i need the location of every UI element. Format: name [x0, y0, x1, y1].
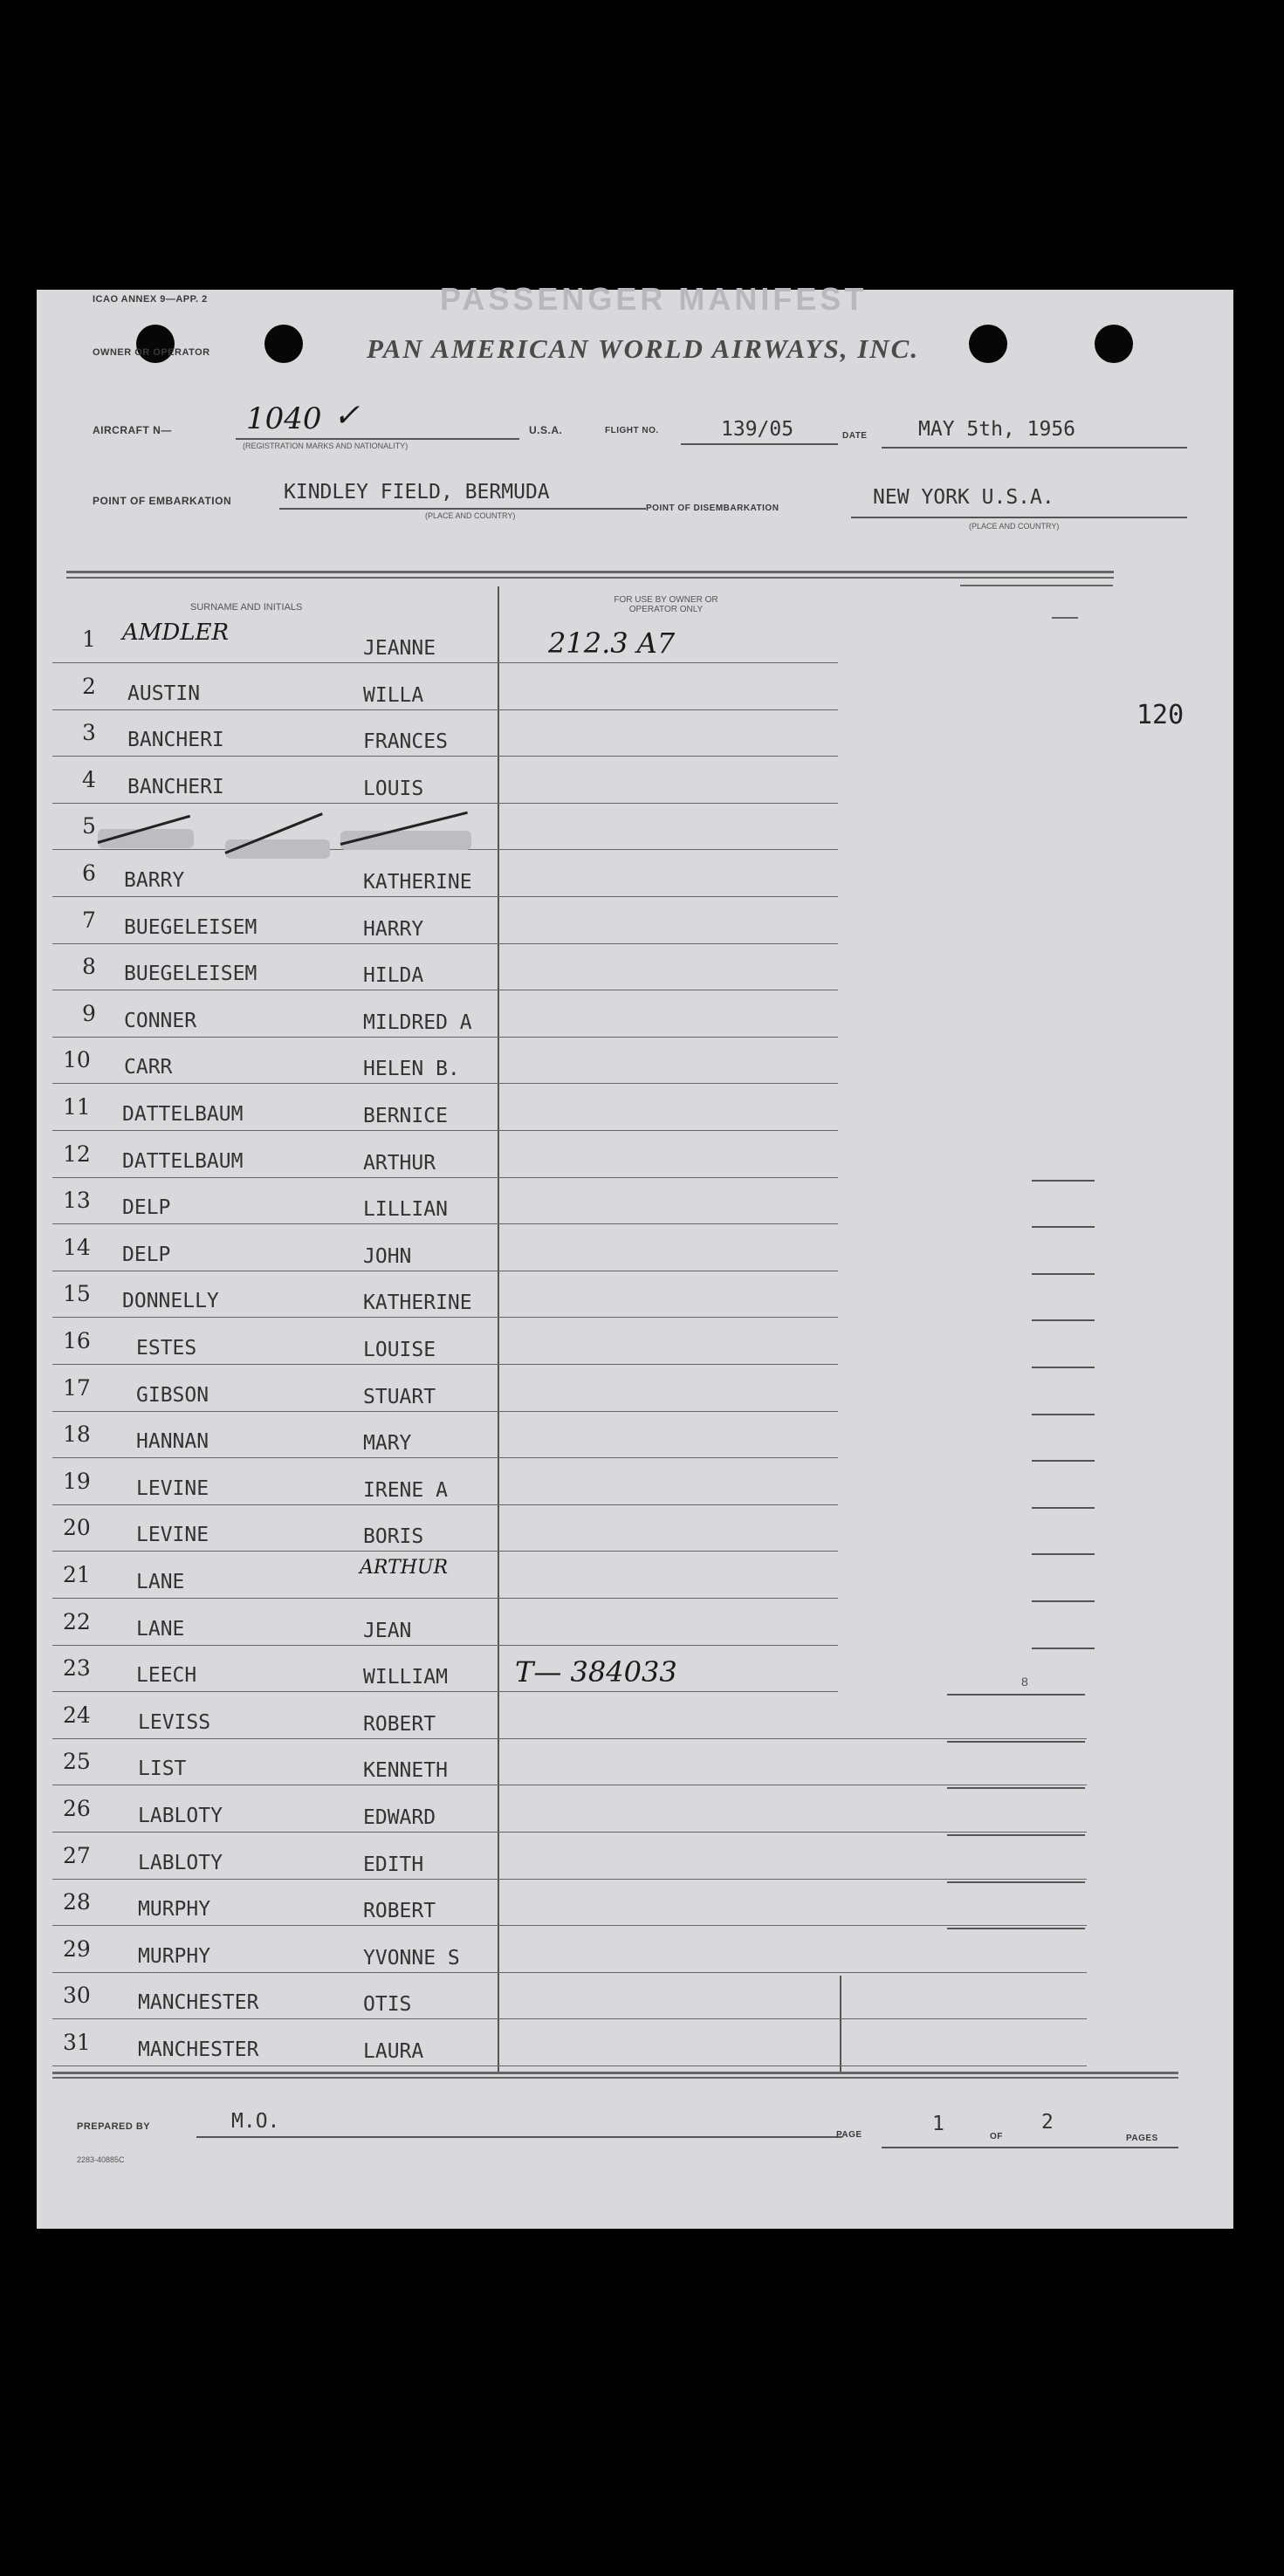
- form-id: ICAO ANNEX 9—APP. 2: [93, 294, 208, 305]
- given-name: JOHN: [363, 1245, 412, 1268]
- disembark-sublabel: (PLACE AND COUNTRY): [969, 522, 1060, 531]
- given-name: LOUISE: [363, 1339, 436, 1361]
- page-label: PAGE: [836, 2130, 862, 2140]
- owner-use-column-header: FOR USE BY OWNER OR OPERATOR ONLY: [614, 595, 718, 614]
- surname: AUSTIN: [127, 682, 201, 705]
- given-name: LAURA: [363, 2040, 424, 2063]
- given-name: IRENE A: [363, 1479, 448, 1502]
- surname: BANCHERI: [127, 729, 224, 751]
- form-number: 2283-40885C: [77, 2155, 125, 2164]
- surname: DONNELLY: [122, 1290, 219, 1312]
- aircraft-label: AIRCRAFT N—: [93, 424, 172, 436]
- prepared-label: PREPARED BY: [77, 2121, 151, 2132]
- row-number: 1: [82, 627, 96, 652]
- owner-note: 212.3 A7: [548, 627, 676, 660]
- surname: DELP: [122, 1243, 171, 1266]
- given-name: WILLIAM: [363, 1666, 448, 1689]
- row-number: 18: [63, 1422, 91, 1447]
- surname: LEVINE: [136, 1477, 209, 1500]
- surname: LEECH: [136, 1664, 197, 1687]
- surname: MURPHY: [138, 1945, 211, 1968]
- row-number: 11: [63, 1094, 91, 1120]
- embark-value: KINDLEY FIELD, BERMUDA: [284, 481, 550, 504]
- surname: HANNAN: [136, 1430, 209, 1453]
- surname: LANE: [136, 1618, 185, 1641]
- row-number: 6: [82, 860, 96, 886]
- row-number: 19: [63, 1469, 91, 1494]
- given-name: KENNETH: [363, 1759, 448, 1782]
- given-name: MARY: [363, 1432, 412, 1455]
- row-number: 13: [63, 1188, 91, 1213]
- row-number: 20: [63, 1515, 91, 1540]
- row-number: 16: [63, 1328, 91, 1353]
- date-value: MAY 5th, 1956: [918, 418, 1076, 441]
- flight-value: 139/05: [721, 418, 794, 441]
- row-number: 2: [82, 674, 96, 699]
- row-number: 25: [63, 1749, 91, 1774]
- row-mark: 8: [1021, 1675, 1028, 1689]
- given-name: ARTHUR: [363, 1152, 436, 1175]
- surname: BANCHERI: [127, 776, 224, 798]
- punch-hole: [264, 325, 303, 363]
- row-number: 4: [82, 767, 96, 792]
- owner-label: OWNER OR OPERATOR: [93, 347, 210, 358]
- of-label: OF: [990, 2132, 1003, 2141]
- date-label: DATE: [842, 431, 868, 441]
- row-number: 24: [63, 1702, 91, 1728]
- given-name: EDITH: [363, 1853, 424, 1876]
- nationality: U.S.A.: [529, 424, 563, 436]
- given-name: HILDA: [363, 964, 424, 987]
- given-name: HELEN B.: [363, 1058, 460, 1080]
- row-number: 29: [63, 1936, 91, 1962]
- row-number: 15: [63, 1281, 91, 1306]
- given-name: WILLA: [363, 684, 424, 707]
- disembark-label: POINT OF DISEMBARKATION: [646, 504, 779, 513]
- surname: CARR: [124, 1056, 173, 1079]
- given-name: BORIS: [363, 1525, 424, 1548]
- given-name: HARRY: [363, 918, 424, 941]
- names-column-header: SURNAME AND INITIALS: [190, 602, 303, 613]
- surname: LEVISS: [138, 1711, 211, 1734]
- disembark-value: NEW YORK U.S.A.: [873, 486, 1054, 509]
- row-number: 5: [82, 813, 96, 839]
- given-name: JEANNE: [363, 637, 436, 660]
- row-number: 10: [63, 1047, 91, 1072]
- surname: MURPHY: [138, 1898, 211, 1921]
- row-number: 22: [63, 1609, 91, 1634]
- flight-label: FLIGHT NO.: [605, 426, 659, 435]
- prepared-value: M.O.: [231, 2110, 280, 2133]
- row-number: 8: [82, 954, 96, 979]
- surname: MANCHESTER: [138, 1991, 259, 2014]
- surname: LABLOTY: [138, 1805, 223, 1827]
- manifest-page: [37, 290, 1233, 2229]
- surname: BARRY: [124, 869, 185, 892]
- manifest-title: PASSENGER MANIFEST: [440, 281, 868, 317]
- aircraft-sublabel: (REGISTRATION MARKS AND NATIONALITY): [243, 442, 409, 450]
- given-name: YVONNE S: [363, 1947, 460, 1970]
- airline-name: PAN AMERICAN WORLD AIRWAYS, INC.: [367, 333, 920, 364]
- given-name: LILLIAN: [363, 1198, 448, 1221]
- row-number: 12: [63, 1141, 91, 1167]
- row-number: 9: [82, 1001, 96, 1026]
- of-value: 2: [1041, 2111, 1054, 2134]
- surname: GIBSON: [136, 1384, 209, 1407]
- given-name: BERNICE: [363, 1105, 448, 1127]
- surname: MANCHESTER: [138, 2038, 259, 2061]
- given-name: STUART: [363, 1386, 436, 1408]
- row-number: 31: [63, 2030, 91, 2055]
- given-name: MILDRED A: [363, 1011, 472, 1034]
- surname: BUEGELEISEM: [124, 916, 257, 939]
- given-name: KATHERINE: [363, 871, 472, 894]
- given-name: EDWARD: [363, 1806, 436, 1829]
- given-name: FRANCES: [363, 730, 448, 753]
- row-number: 17: [63, 1375, 91, 1401]
- surname: BUEGELEISEM: [124, 963, 257, 985]
- surname: DATTELBAUM: [122, 1103, 244, 1126]
- surname: LIST: [138, 1757, 187, 1780]
- row-number: 27: [63, 1843, 91, 1868]
- surname: DELP: [122, 1196, 171, 1219]
- surname: DATTELBAUM: [122, 1150, 244, 1173]
- margin-note: 120: [1136, 700, 1184, 730]
- given-name: ARTHUR: [360, 1557, 449, 1579]
- row-number: 21: [63, 1562, 91, 1587]
- punch-hole: [969, 325, 1007, 363]
- given-name: OTIS: [363, 1993, 412, 2016]
- given-name: JEAN: [363, 1620, 412, 1642]
- surname: AMDLER: [122, 620, 230, 646]
- page-value: 1: [932, 2113, 944, 2135]
- embark-label: POINT OF EMBARKATION: [93, 495, 232, 507]
- row-number: 28: [63, 1889, 91, 1915]
- surname: ESTES: [136, 1337, 197, 1360]
- aircraft-value: 1040: [246, 401, 322, 436]
- row-number: 30: [63, 1983, 91, 2008]
- row-number: 26: [63, 1796, 91, 1821]
- given-name: ROBERT: [363, 1900, 436, 1922]
- row-number: 14: [63, 1235, 91, 1260]
- surname: LEVINE: [136, 1524, 209, 1546]
- pages-label: PAGES: [1126, 2134, 1158, 2143]
- given-name: ROBERT: [363, 1713, 436, 1736]
- surname: LABLOTY: [138, 1852, 223, 1874]
- surname: LANE: [136, 1571, 185, 1593]
- row-number: 23: [63, 1655, 91, 1681]
- aircraft-check: ✓: [333, 398, 360, 434]
- given-name: LOUIS: [363, 778, 424, 800]
- owner-note: T— 384033: [515, 1655, 677, 1689]
- row-number: 7: [82, 908, 96, 933]
- given-name: KATHERINE: [363, 1291, 472, 1314]
- embark-sublabel: (PLACE AND COUNTRY): [425, 511, 516, 520]
- punch-hole: [1095, 325, 1133, 363]
- row-number: 3: [82, 720, 96, 745]
- surname: CONNER: [124, 1010, 197, 1032]
